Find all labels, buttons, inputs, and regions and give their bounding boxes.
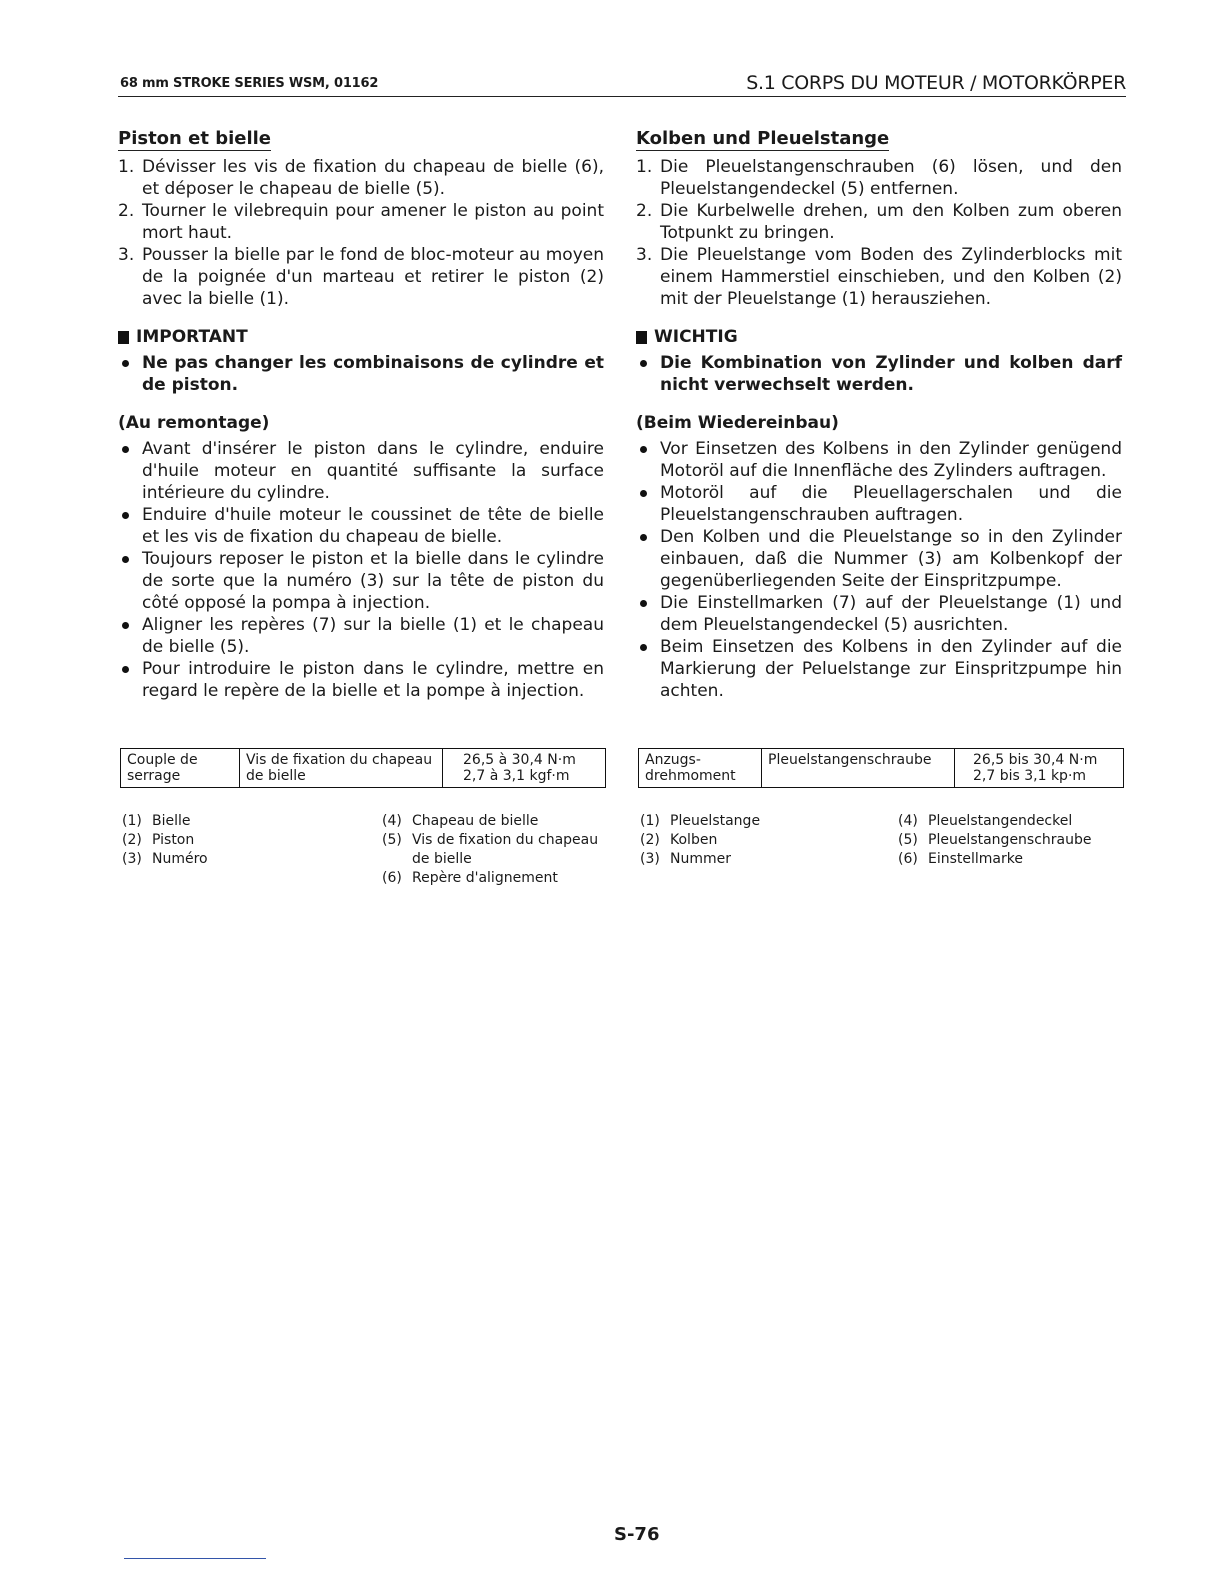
legend-item: (4) Pleuelstangendeckel — [898, 813, 1073, 829]
remontage-list-fr — [118, 438, 604, 702]
square-bullet-icon — [636, 331, 647, 344]
list-item: Beim Einsetzen des Kolbens in den Zylinder auf die Markierung der Peluelstange zur Einspritzpumpe hin achten. — [636, 636, 1122, 702]
legend-item: (3) Numéro — [122, 851, 208, 867]
list-item: Den Kolben und die Pleuelstange so in den Zylinder einbauen, daß die Nummer (3) am Kolbenkopf der gegenüberliegenden Seite der Einspritzpumpe. — [636, 526, 1122, 592]
torque-values: 26,5 bis 30,4 N·m 2,7 bis 3,1 kp·m — [955, 749, 1124, 788]
legend-item: (6) Einstellmarke — [898, 851, 1023, 867]
torque-label: Couple de serrage — [121, 749, 240, 788]
remontage-list-de — [636, 438, 1122, 702]
page-header-left: 68 mm STROKE SERIES WSM, 01162 — [120, 76, 379, 91]
page-header-right: S.1 CORPS DU MOTEUR / MOTORKÖRPER — [746, 72, 1126, 94]
list-item: Avant d'insérer le piston dans le cylindre, enduire d'huile moteur en quantité suffisante la surface intérieure du cylindre. — [118, 438, 604, 504]
list-item: Aligner les repères (7) sur la bielle (1) et le chapeau de bielle (5). — [118, 614, 604, 658]
list-item: Ne pas changer les combinaisons de cylindre et de piston. — [118, 352, 604, 396]
list-item: Vor Einsetzen des Kolbens in den Zylinder genügend Motoröl auf die Innenfläche des Zylinders auftragen. — [636, 438, 1122, 482]
torque-table-fr — [120, 748, 606, 788]
bullet-icon — [122, 360, 129, 367]
step-item: 1. Die Pleuelstangenschrauben (6) lösen, und den Pleuelstangendeckel (5) entfernen. — [636, 157, 1122, 199]
square-bullet-icon — [118, 331, 129, 344]
legend-item: (3) Nummer — [640, 851, 731, 867]
torque-item: Pleuelstangenschraube — [762, 749, 955, 788]
section-title-fr: Piston et bielle — [118, 128, 272, 149]
list-item: Pour introduire le piston dans le cylindre, mettre en regard le repère de la bielle et la pompe à injection. — [118, 658, 604, 702]
legend-item: (1) Bielle — [122, 813, 191, 829]
list-item: Die Einstellmarken (7) auf der Pleuelstange (1) und dem Pleuelstangendeckel (5) ausrichten. — [636, 592, 1122, 636]
step-item: 2. Die Kurbelwelle drehen, um den Kolben zum oberen Totpunkt zu bringen. — [636, 201, 1122, 243]
legend-item: (5) Pleuelstangenschraube — [898, 832, 1092, 848]
list-item: Motoröl auf die Pleuellagerschalen und die Pleuelstangenschrauben auftragen. — [636, 482, 1122, 526]
footer-divider — [124, 1558, 266, 1559]
bullet-icon — [640, 644, 647, 651]
torque-label: Anzugs-drehmoment — [639, 749, 762, 788]
page-number: S-76 — [614, 1524, 660, 1545]
torque-item: Vis de fixation du chapeau de bielle — [240, 749, 443, 788]
legend-item: (2) Kolben — [640, 832, 718, 848]
bullet-icon — [122, 666, 129, 673]
important-list-fr — [118, 352, 604, 396]
section-title-de: Kolben und Pleuelstange — [636, 128, 890, 149]
bullet-icon — [122, 556, 129, 563]
bullet-icon — [640, 534, 647, 541]
step-item: 3. Die Pleuelstange vom Boden des Zylinderblocks mit einem Hammerstiel einschieben, und den Kolben (2) mit der Pleuelstange (1) herausziehen. — [636, 245, 1122, 309]
legend-item: (4) Chapeau de bielle — [382, 813, 539, 829]
german-column — [636, 128, 1122, 702]
bullet-icon — [640, 600, 647, 607]
legend-item: (1) Pleuelstange — [640, 813, 761, 829]
important-heading-de: WICHTIG — [636, 326, 1122, 348]
list-item: Enduire d'huile moteur le coussinet de tête de bielle et les vis de fixation du chapeau de bielle. — [118, 504, 604, 548]
bullet-icon — [122, 622, 129, 629]
bullet-icon — [640, 490, 647, 497]
header-divider — [118, 96, 1126, 97]
list-item: Toujours reposer le piston et la bielle dans le cylindre de sorte que la numéro (3) sur la tête de piston du côté opposé la pompa à injection. — [118, 548, 604, 614]
step-item: 1. Dévisser les vis de fixation du chapeau de bielle (6), et déposer le chapeau de bielle (5). — [118, 157, 604, 199]
torque-table-de — [638, 748, 1124, 788]
important-heading-fr: IMPORTANT — [118, 326, 604, 348]
steps-list-fr — [118, 156, 604, 310]
important-list-de — [636, 352, 1122, 396]
bullet-icon — [640, 446, 647, 453]
legend-item: (6) Repère d'alignement — [382, 870, 558, 886]
legend-item: (2) Piston — [122, 832, 195, 848]
step-item: 3. Pousser la bielle par le fond de bloc-moteur au moyen de la poignée d'un marteau et retirer le piston (2) avec la bielle (1). — [118, 245, 604, 309]
step-item: 2. Tourner le vilebrequin pour amener le piston au point mort haut. — [118, 201, 604, 243]
french-column — [118, 128, 604, 702]
remontage-heading-de: (Beim Wiedereinbau) — [636, 413, 839, 433]
torque-values: 26,5 à 30,4 N·m 2,7 à 3,1 kgf·m — [443, 749, 606, 788]
bullet-icon — [122, 512, 129, 519]
list-item: Die Kombination von Zylinder und kolben darf nicht verwechselt werden. — [636, 352, 1122, 396]
legend-item: (5) Vis de fixation du chapeau de bielle — [382, 832, 599, 867]
bullet-icon — [122, 446, 129, 453]
remontage-heading-fr: (Au remontage) — [118, 413, 270, 433]
bullet-icon — [640, 360, 647, 367]
steps-list-de — [636, 156, 1122, 310]
